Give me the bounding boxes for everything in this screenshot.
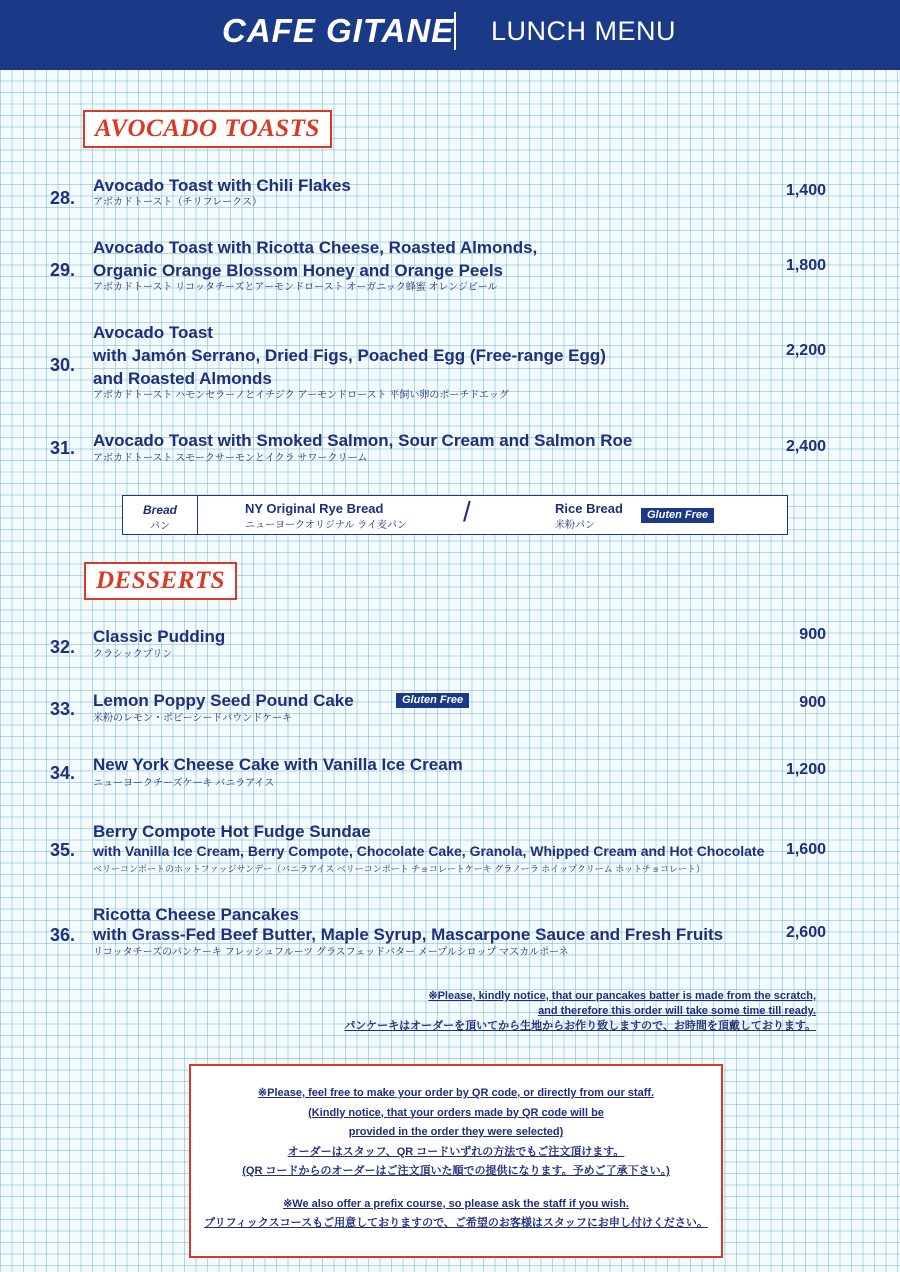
menu-item-30 [50,321,830,405]
item-name-line1: Avocado Toast [93,323,213,342]
item-number: 29. [50,260,76,280]
item-price: 900 [799,694,826,711]
order-notice-line: ※Please, feel free to make your order by QR code, or directly from our staff. [257,1087,655,1099]
item-name: New York Cheese Cake with Vanilla Ice Cream [93,755,463,774]
item-name: Avocado Toast with Smoked Salmon, Sour Cream and Salmon Roe [93,431,633,450]
item-price: 2,400 [785,438,826,455]
order-notice-line: プリフィックスコースもご用意しておりますので、ご希望のお客様はスタッフにお申し付けください。 [204,1217,708,1229]
bread-option-name-jp: 米粉パン [555,520,595,531]
item-name-jp: アボカドトースト スモークサーモンとイクラ サワークリーム [93,453,368,464]
menu-item-34 [50,753,830,793]
bread-option-name-jp: ニューヨークオリジナル ライ麦パン [245,520,407,531]
bread-option-rye [245,501,407,531]
bread-option-name: Rice Bread [555,501,623,516]
item-price: 2,600 [785,924,826,941]
item-name-line2: with Grass-Fed Beef Butter, Maple Syrup, Mascarpone Sauce and Fresh Fruits [93,925,724,944]
item-name-jp: アボカドトースト ハモンセラーノとイチジク アーモンドロースト 平飼い卵のポーチドエッグ [93,390,509,401]
order-notice-line: オーダーはスタッフ、QR コードいずれの方法でもご注文頂けます。 [287,1145,625,1158]
header-divider [454,12,456,50]
order-notice-line: ※We also offer a prefix course, so please ask the staff if you wish. [283,1197,629,1210]
item-name-jp: クラシックプリン [93,649,173,660]
item-name-line1: Ricotta Cheese Pancakes [93,905,299,924]
menu-item-35 [50,820,830,880]
section-title-desserts: DESSERTS [84,562,237,600]
gluten-free-badge: Gluten Free [641,508,714,523]
item-price: 1,400 [785,182,826,199]
notice-line: and therefore this order will take some time till ready. [538,1005,816,1017]
bread-choice-box [122,495,788,535]
brand-name: CAFE GITANE [222,12,455,49]
menu-item-32 [50,625,830,665]
item-name: Lemon Poppy Seed Pound Cake [93,691,354,710]
bread-separator: / [463,496,471,527]
item-name-line1: Avocado Toast with Ricotta Cheese, Roasted Almonds, [93,238,538,257]
pancake-notice [344,989,816,1034]
item-price: 1,600 [785,841,826,858]
item-name-line3: and Roasted Almonds [93,369,272,388]
section-title-avocado-toasts: AVOCADO TOASTS [83,110,332,148]
item-name-jp: アボカドトースト リコッタチーズとアーモンドロースト オーガニック蜂蜜 オレンジピール [93,282,498,293]
order-notice-line: (QR コードからのオーダーはご注文頂いた順での提供になります。予めご了承下さい。) [242,1165,670,1177]
menu-item-33 [50,689,830,729]
item-number: 36. [50,925,76,945]
bread-label-cell [123,496,198,534]
gluten-free-badge: Gluten Free [396,693,469,708]
item-name-line2: with Jamón Serrano, Dried Figs, Poached Egg (Free-range Egg) [93,346,606,365]
item-name: Berry Compote Hot Fudge Sundae [93,822,371,841]
item-name: Classic Pudding [93,627,226,646]
item-number: 34. [50,763,76,783]
item-number: 33. [50,699,76,719]
item-number: 28. [50,188,76,208]
item-name-line2: Organic Orange Blossom Honey and Orange Peels [93,261,504,280]
item-price: 2,200 [785,342,826,359]
bread-label: Bread [142,503,177,517]
order-notice-box [189,1064,723,1258]
menu-item-31 [50,429,830,469]
order-notice-line: (Kindly notice, that your orders made by QR code will be [308,1106,604,1119]
menu-item-36 [50,903,830,963]
item-number: 32. [50,637,76,657]
menu-item-28 [50,174,830,214]
bread-option-name: NY Original Rye Bread [245,501,384,516]
notice-line: パンケーキはオーダーを頂いてから生地からお作り致しますので、お時間を頂戴しております。 [344,1020,816,1032]
notice-line: ※Please, kindly notice, that our pancakes batter is made from the scratch, [428,990,816,1002]
menu-title: LUNCH MENU [491,16,677,46]
item-price: 1,800 [785,257,826,274]
bread-option-rice [555,501,623,531]
bread-label-jp: パン [150,521,170,532]
item-name: Avocado Toast with Chili Flakes [93,176,351,195]
item-name-jp: ニューヨークチーズケーキ バニラアイス [93,778,275,789]
item-price: 1,200 [785,761,826,778]
item-name-jp: ベリーコンポートのホットファッジサンデー（バニラアイス ベリーコンポート チョコレートケーキ グラノーラ ホイップクリーム ホットチョコレート） [93,864,705,874]
order-notice-line: provided in the order they were selected) [348,1126,564,1138]
item-description: with Vanilla Ice Cream, Berry Compote, Chocolate Cake, Granola, Whipped Cream and Hot Chocolate [93,843,765,859]
item-name-jp: リコッタチーズのパンケーキ フレッシュフルーツ グラスフェッドバター メープルシロップ マスカルポーネ [93,947,569,958]
item-name-jp: アボカドトースト（チリフレークス） [93,197,262,208]
item-name-jp: 米粉のレモン・ポピーシードパウンドケーキ [93,713,292,724]
item-number: 30. [50,355,76,375]
item-price: 900 [799,626,826,643]
menu-item-29 [50,236,830,298]
item-number: 35. [50,840,76,860]
header-bar [0,0,900,70]
item-number: 31. [50,438,76,458]
